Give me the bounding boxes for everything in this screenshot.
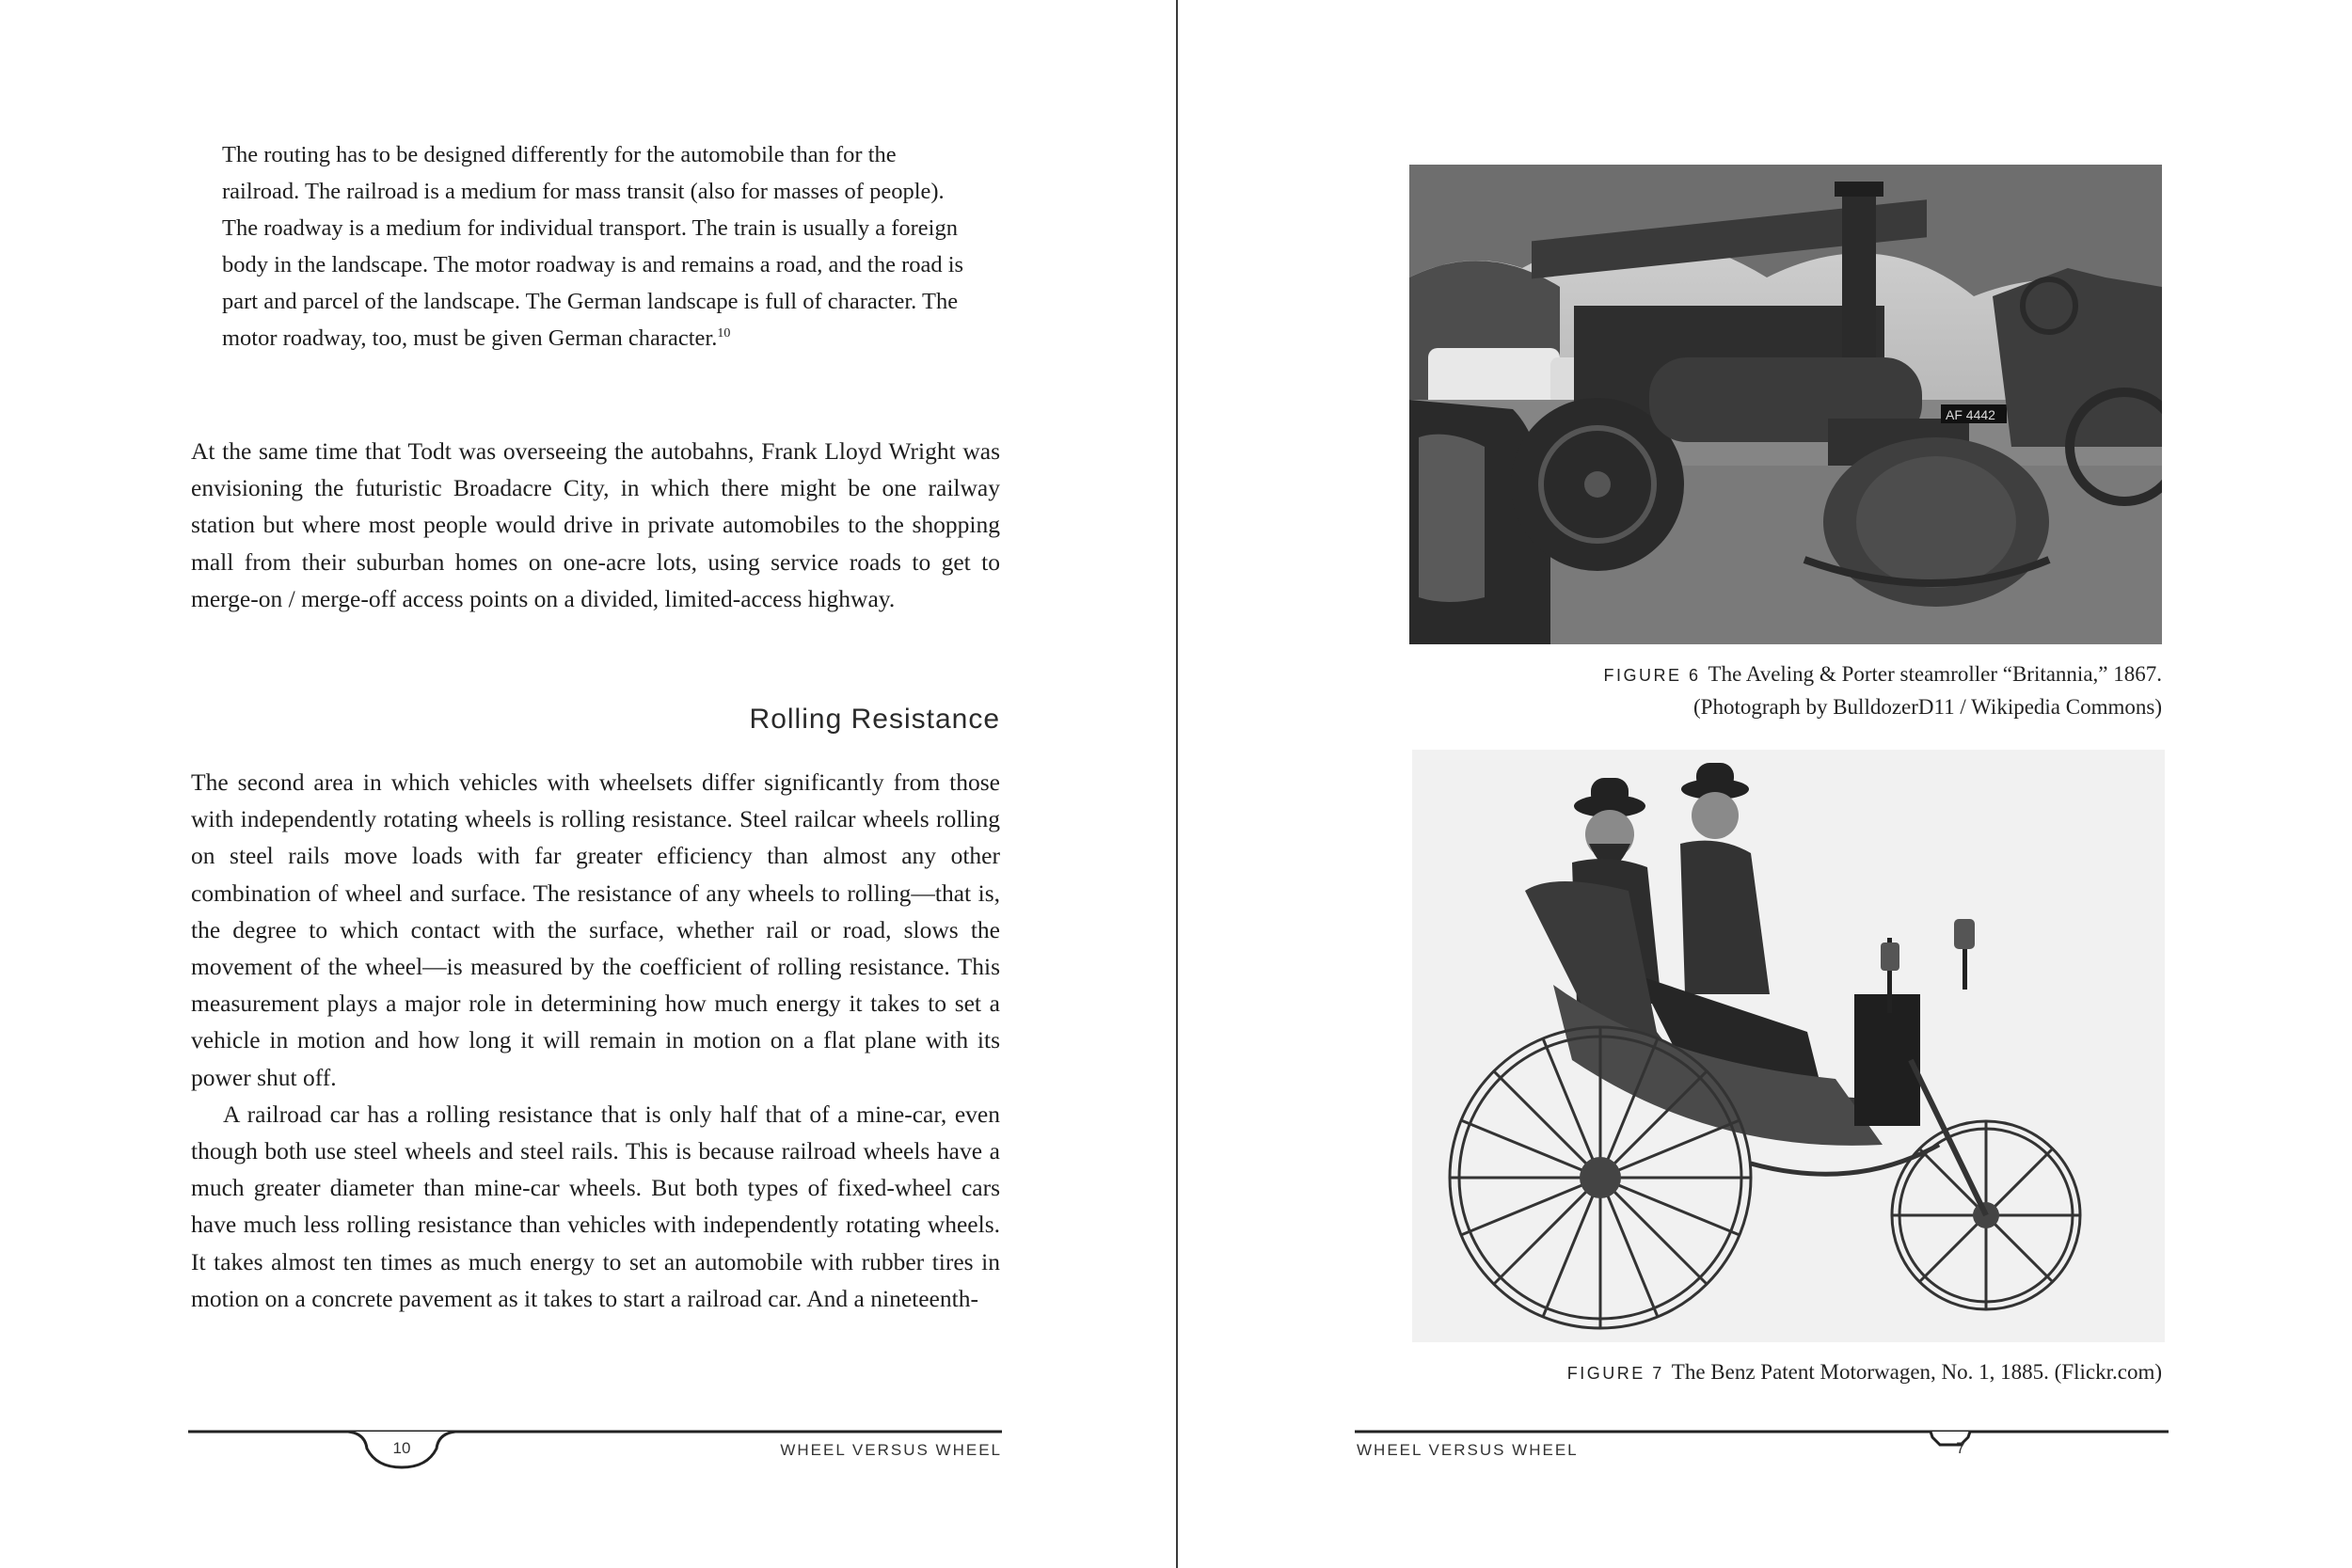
motorwagen-illustration	[1412, 750, 2165, 1342]
block-quote-text: The routing has to be designed differently for the automobile than for the railroad. The railroad is a medium for mass transit (also for masses of people). The roadway is a medium for individual transport. The train is usually a foreign body in the landscape. The motor roadway is and remains a road, and the road is part and parcel of the landscape. The German landscape is full of character. The motor roadway, too, must be given German character.	[222, 142, 964, 351]
right-page	[1178, 0, 2352, 1568]
plate-text: AF 4442	[1946, 407, 1995, 422]
steamroller-illustration	[1409, 165, 2162, 644]
running-head: WHEEL VERSUS WHEEL	[780, 1441, 1002, 1459]
caption-text: The Benz Patent Motorwagen, No. 1, 1885. (Flickr.com)	[1671, 1360, 2162, 1384]
block-quote	[222, 136, 968, 356]
page-footer	[188, 1411, 1002, 1486]
figure-label: FIGURE 6	[1603, 666, 1701, 685]
paragraph-text: The second area in which vehicles with wheelsets differ significantly from those with independently rotating wheels is rolling resistance. Steel railcar wheels rolling on steel rails move loads with far greater efficiency than almost any other combination of wheel and surface. The resistance of any wheels to rolling—that is, the degree to which contact with the surface, whether rail or road, slows the movement of the wheel—is measured by the coefficient of rolling resistance. This measurement plays a major role in determining how much energy it takes to set a vehicle in motion and how long it will remain in motion on a flat plane with its power shut off.	[191, 768, 1000, 1091]
paragraph-text: At the same time that Todt was overseeing the autobahns, Frank Lloyd Wright was envisioning the futuristic Broadacre City, in which there might be one railway station but where most people would drive in private automobiles to the shopping mall from their suburban homes on one-acre lots, using service roads to get to merge-on / merge-off access points on a divided, limited-access highway.	[191, 437, 1000, 612]
motorwagen-photo	[1412, 750, 2165, 1342]
paragraph-rolling-resistance	[191, 764, 1000, 1317]
page-number: 10	[392, 1439, 411, 1457]
running-head: WHEEL VERSUS WHEEL	[1357, 1441, 1579, 1459]
figure-6-caption	[1604, 658, 2162, 722]
figure-label: FIGURE 7	[1566, 1364, 1664, 1383]
section-heading: Rolling Resistance	[749, 704, 1000, 735]
caption-text: The Aveling & Porter steamroller “Britannia,” 1867.	[1708, 662, 2162, 686]
paragraph-broadacre	[191, 433, 1000, 617]
page-footer	[1355, 1411, 2169, 1486]
paragraph-text: A railroad car has a rolling resistance that is only half that of a mine-car, even though both use steel wheels and steel rails. This is because railroad wheels have a much greater diameter than mine-car wheels. But both types of fixed-wheel cars have much less rolling resistance than vehicles with independently rotating wheels. It takes almost ten times as much energy to set an automobile with rubber tires in motion on a concrete pavement as it takes to start a railroad car. And a nineteenth-	[191, 1100, 1000, 1312]
steamroller-photo	[1409, 165, 2162, 644]
footnote-marker: 10	[717, 325, 731, 341]
page-number: 7	[1956, 1439, 1965, 1457]
figure-7-caption	[1567, 1356, 2162, 1389]
caption-credit: (Photograph by BulldozerD11 / Wikipedia Commons)	[1693, 695, 2162, 719]
